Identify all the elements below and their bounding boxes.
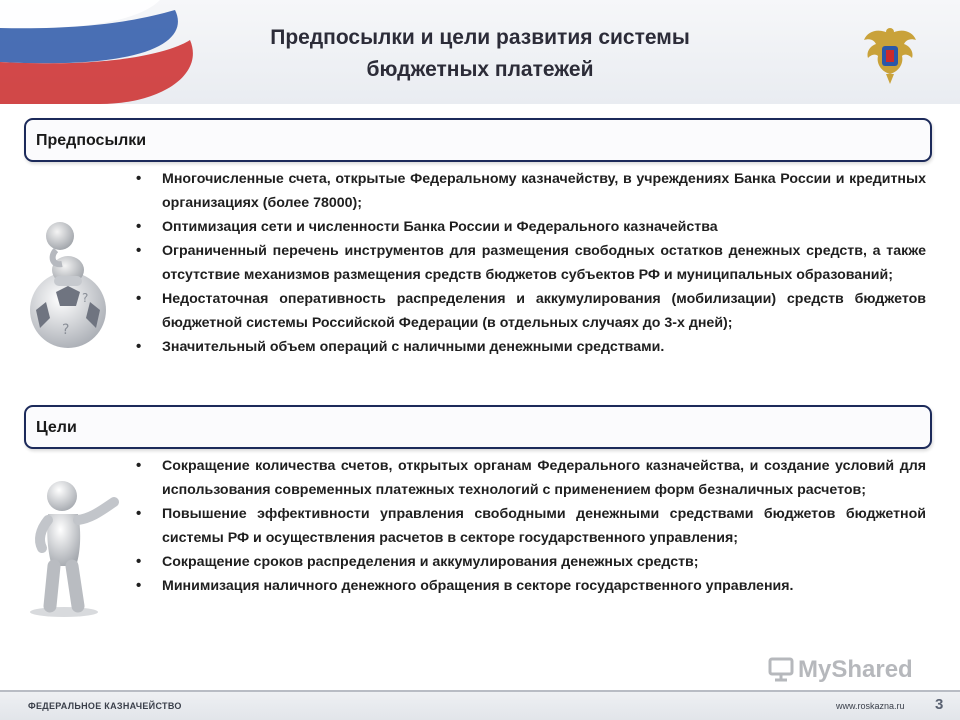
footer-website-link[interactable]: www.roskazna.ru — [836, 701, 905, 711]
goals-heading: Цели — [36, 419, 77, 436]
svg-text:?: ? — [62, 322, 70, 338]
page-title — [210, 22, 750, 86]
list-item: • Сокращение сроков распределения и аккумулирования денежных средств; — [132, 550, 926, 574]
list-item: • Значительный объем операций с наличными денежными средствами. — [132, 335, 926, 359]
watermark-text: MyShared — [798, 656, 913, 683]
goals-list — [132, 454, 926, 598]
watermark — [768, 656, 913, 684]
list-item: • Ограниченный перечень инструментов для размещения свободных остатков денежных средств, а также отсутствие механизмов размещения средств бюджетов субъектов РФ и муниципальных образований; — [132, 239, 926, 287]
list-item: • Повышение эффективности управления свободными денежными средствами бюджетов бюджетной системы РФ и осуществления расчетов в секторе государственного управления; — [132, 502, 926, 550]
footer — [0, 692, 960, 720]
header — [0, 0, 960, 104]
prerequisites-heading-box — [24, 118, 932, 162]
list-item: • Сокращение количества счетов, открытых органам Федерального казначейства, и создание условий для использования современных платежных технологий с применением форм безналичных расчетов; — [132, 454, 926, 502]
treasury-emblem-icon — [862, 26, 918, 88]
presenting-person-icon — [6, 474, 130, 618]
title-line-2: бюджетных платежей — [366, 58, 594, 81]
presentation-board-icon — [768, 656, 794, 682]
page-number: 3 — [935, 696, 944, 713]
footer-organization: ФЕДЕРАЛЬНОЕ КАЗНАЧЕЙСТВО — [28, 701, 182, 711]
list-item: • Минимизация наличного денежного обращения в секторе государственного управления. — [132, 574, 926, 598]
svg-text:?: ? — [82, 291, 89, 305]
list-item: • Многочисленные счета, открытые Федеральному казначейству, в учреждениях Банка России и кредитных организациях (более 78000); — [132, 167, 926, 215]
goals-heading-box — [24, 405, 932, 449]
prerequisites-heading: Предпосылки — [36, 132, 147, 149]
title-line-1: Предпосылки и цели развития системы — [270, 26, 690, 49]
list-item: • Недостаточная оперативность распределения и аккумулирования (мобилизации) средств бюджетов бюджетной системы Российской Федерации (в отдельных случаях до 3-х дней); — [132, 287, 926, 335]
thinking-person-on-ball-icon — [6, 206, 130, 352]
prerequisites-list — [132, 167, 926, 359]
russian-flag-icon — [0, 0, 230, 104]
list-item: • Оптимизация сети и численности Банка России и Федерального казначейства — [132, 215, 926, 239]
